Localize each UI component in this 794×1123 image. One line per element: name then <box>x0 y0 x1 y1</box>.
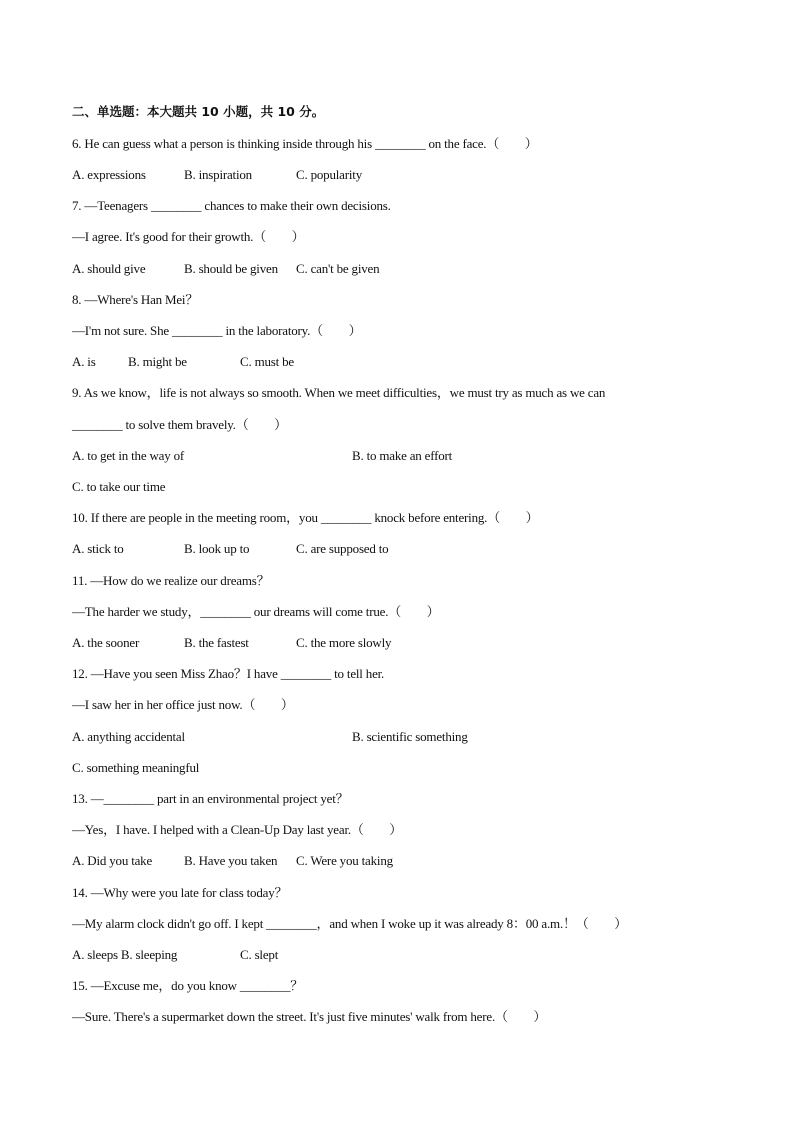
question-6-option-b: B. inspiration <box>184 167 252 182</box>
question-12-stem: 12. —Have you seen Miss Zhao？I have ________ to tell her. <box>72 666 385 681</box>
question-9-option-a: A. to get in the way of <box>72 448 185 463</box>
question-9-stem: 9. As we know，life is not always so smooth. When we meet difficulties，we must try as much as we can <box>72 385 606 400</box>
question-6-stem: 6. He can guess what a person is thinking inside through his ________ on the face.（ ） <box>72 136 538 151</box>
question-8-stem: 8. —Where's Han Mei？ <box>72 292 199 307</box>
question-7-response: —I agree. It's good for their growth.（ ） <box>72 229 305 244</box>
question-8-option-b: B. might be <box>128 354 187 369</box>
question-14-option-ab: A. sleeps B. sleeping <box>72 947 178 962</box>
question-14-stem: 14. —Why were you late for class today？ <box>72 885 288 900</box>
question-9-option-b: B. to make an effort <box>352 448 453 463</box>
question-6-option-c: C. popularity <box>296 167 363 182</box>
question-11-response: —The harder we study，________ our dreams will come true.（ ） <box>72 604 440 619</box>
question-7-option-c: C. can't be given <box>296 261 380 276</box>
question-15-response: —Sure. There's a supermarket down the street. It's just five minutes' walk from here.（ ） <box>72 1009 547 1024</box>
question-13-option-c: C. Were you taking <box>296 853 393 868</box>
question-11-stem: 11. —How do we realize our dreams？ <box>72 573 270 588</box>
question-7-option-b: B. should be given <box>184 261 278 276</box>
question-12-response: —I saw her in her office just now.（ ） <box>72 697 294 712</box>
question-10-option-b: B. look up to <box>184 541 250 556</box>
question-7-option-a: A. should give <box>72 261 146 276</box>
question-11-option-b: B. the fastest <box>184 635 249 650</box>
question-10-option-c: C. are supposed to <box>296 541 389 556</box>
question-10-stem: 10. If there are people in the meeting room，you ________ knock before entering.（ ） <box>72 510 539 525</box>
question-8-option-c: C. must be <box>240 354 294 369</box>
question-11-option-c: C. the more slowly <box>296 635 392 650</box>
question-14-option-c: C. slept <box>240 947 279 962</box>
question-11-option-a: A. the sooner <box>72 635 140 650</box>
question-8-response: —I'm not sure. She ________ in the laboratory.（ ） <box>72 323 362 338</box>
question-12-option-c: C. something meaningful <box>72 760 200 775</box>
question-10-option-a: A. stick to <box>72 541 124 556</box>
question-12-option-a: A. anything accidental <box>72 729 185 744</box>
question-13-option-a: A. Did you take <box>72 853 153 868</box>
question-15-stem: 15. —Excuse me，do you know ________？ <box>72 978 304 993</box>
question-6-option-a: A. expressions <box>72 167 146 182</box>
question-9-option-c: C. to take our time <box>72 479 166 494</box>
question-9-stem-continued: ________ to solve them bravely.（ ） <box>72 417 287 432</box>
question-14-response: —My alarm clock didn't go off. I kept ________，and when I woke up it was already 8：00 a.m.！（ ） <box>72 916 627 931</box>
question-12-option-b: B. scientific something <box>352 729 468 744</box>
question-13-option-b: B. Have you taken <box>184 853 278 868</box>
question-7-stem: 7. —Teenagers ________ chances to make their own decisions. <box>72 198 391 213</box>
question-13-response: —Yes，I have. I helped with a Clean-Up Day last year.（ ） <box>72 822 403 837</box>
question-8-option-a: A. is <box>72 354 96 369</box>
section-title: 二、单选题：本大题共 10 小题，共 10 分。 <box>72 104 325 119</box>
question-13-stem: 13. —________ part in an environmental project yet？ <box>72 791 349 806</box>
